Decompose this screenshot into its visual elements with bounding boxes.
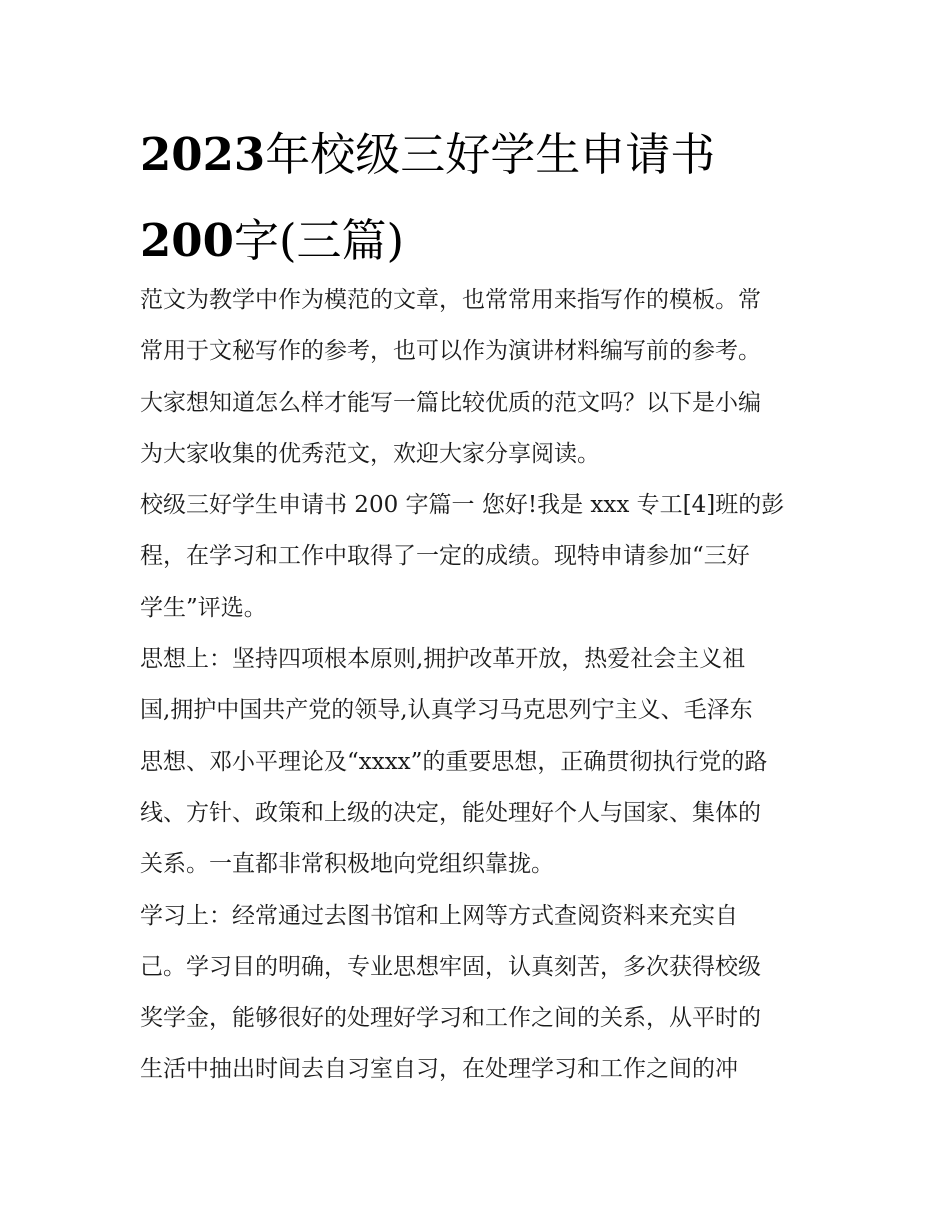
document-title [140,112,830,284]
text-line: 大家想知道怎么样才能写一篇比较优质的范文吗？以下是小编 [140,389,761,416]
text-line: 常用于文秘写作的参考，也可以作为演讲材料编写前的参考。 [140,338,761,365]
text-line: 己。学习目的明确，专业思想牢固，认真刻苦，多次获得校级 [140,953,761,980]
text-line: 思想上：坚持四项根本原则,拥护改革开放，热爱社会主义祖 [140,646,746,673]
title-line [140,112,830,198]
title-line [140,198,830,284]
document-body [140,275,820,1096]
text-line: 奖学金，能够很好的处理好学习和工作之间的关系，从平时的 [140,1005,761,1032]
text-line: 关系。一直都非常积极地向党组织靠拢。 [140,851,554,878]
paragraph-ideology [140,634,820,890]
text-line: 学生”评选。 [140,594,267,621]
title-year: 2023 [140,128,266,181]
paragraph-study [140,891,820,1096]
text-line: 为大家收集的优秀范文，欢迎大家分享阅读。 [140,440,600,467]
paragraph-essay-one-opening [140,480,820,634]
title-text: 字(三篇) [233,214,405,267]
text-line: 校级三好学生申请书 200 字篇一 您好!我是 xxx 专工[4]班的彭 [140,492,785,519]
text-line: 范文为教学中作为模范的文章，也常常用来指写作的模板。常 [140,287,761,313]
text-line: 线、方针、政策和上级的决定，能处理好个人与国家、集体的 [140,799,761,826]
title-count: 200 [140,214,234,267]
text-line: 生活中抽出时间去自习室自习，在处理学习和工作之间的冲 [140,1056,738,1083]
paragraph-intro [140,275,820,480]
text-line: 学习上：经常通过去图书馆和上网等方式查阅资料来充实自 [140,902,738,929]
text-line: 国,拥护中国共产党的领导,认真学习马克思列宁主义、毛泽东 [140,697,753,724]
title-text: 年校级三好学生申请书 [265,128,716,181]
text-line: 程，在学习和工作中取得了一定的成绩。现特申请参加“三好 [140,543,750,570]
text-line: 思想、邓小平理论及“xxxx”的重要思想，正确贯彻执行党的路 [140,748,768,775]
